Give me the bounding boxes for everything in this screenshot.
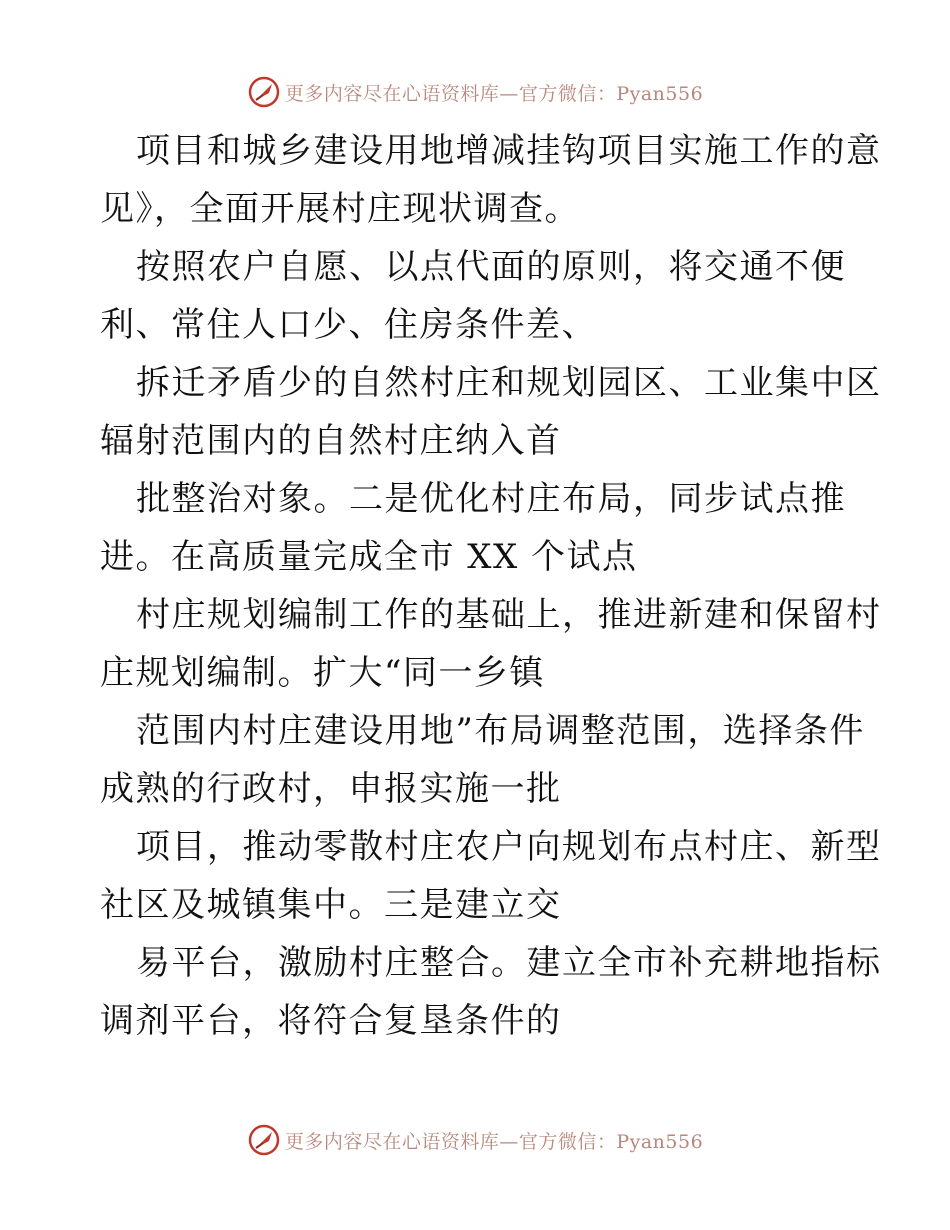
text-line: 按照农户自愿、以点代面的原则，将交通不便 (136, 247, 846, 287)
text-line: 庄规划编制。扩大“同一乡镇 (100, 653, 545, 693)
text-line: 批整治对象。二是优化村庄布局，同步试点推 (136, 479, 846, 519)
text-line: 项目和城乡建设用地增减挂钩项目实施工作的意 (136, 131, 882, 171)
header-banner-text: 更多内容尽在心语资料库—官方微信：Pyan556 (284, 82, 704, 105)
text-line: 利、常住人口少、住房条件差、 (100, 305, 597, 345)
text-line: 社区及城镇集中。三是建立交 (100, 885, 562, 925)
header-banner (0, 72, 950, 112)
text-line: 见》，全面开展村庄现状调查。 (100, 189, 580, 229)
text-line: 进。在高质量完成全市 XX 个试点 (100, 537, 638, 577)
quill-pen-logo-icon (247, 75, 281, 109)
footer-banner-text: 更多内容尽在心语资料库—官方微信：Pyan556 (284, 1130, 704, 1153)
text-line: 村庄规划编制工作的基础上，推进新建和保留村 (136, 595, 882, 635)
quill-pen-logo-icon (247, 1123, 281, 1157)
text-line: 拆迁矛盾少的自然村庄和规划园区、工业集中区 (136, 363, 882, 403)
text-line: 调剂平台，将符合复垦条件的 (100, 1001, 562, 1041)
text-line: 易平台，激励村庄整合。建立全市补充耕地指标 (136, 943, 882, 983)
text-line: 项目，推动零散村庄农户向规划布点村庄、新型 (136, 827, 882, 867)
footer-banner (0, 1120, 950, 1160)
text-line: 辐射范围内的自然村庄纳入首 (100, 421, 562, 461)
text-line: 范围内村庄建设用地”布局调整范围，选择条件 (136, 711, 865, 751)
text-line: 成熟的行政村，申报实施一批 (100, 769, 562, 809)
document-body (100, 122, 882, 1050)
